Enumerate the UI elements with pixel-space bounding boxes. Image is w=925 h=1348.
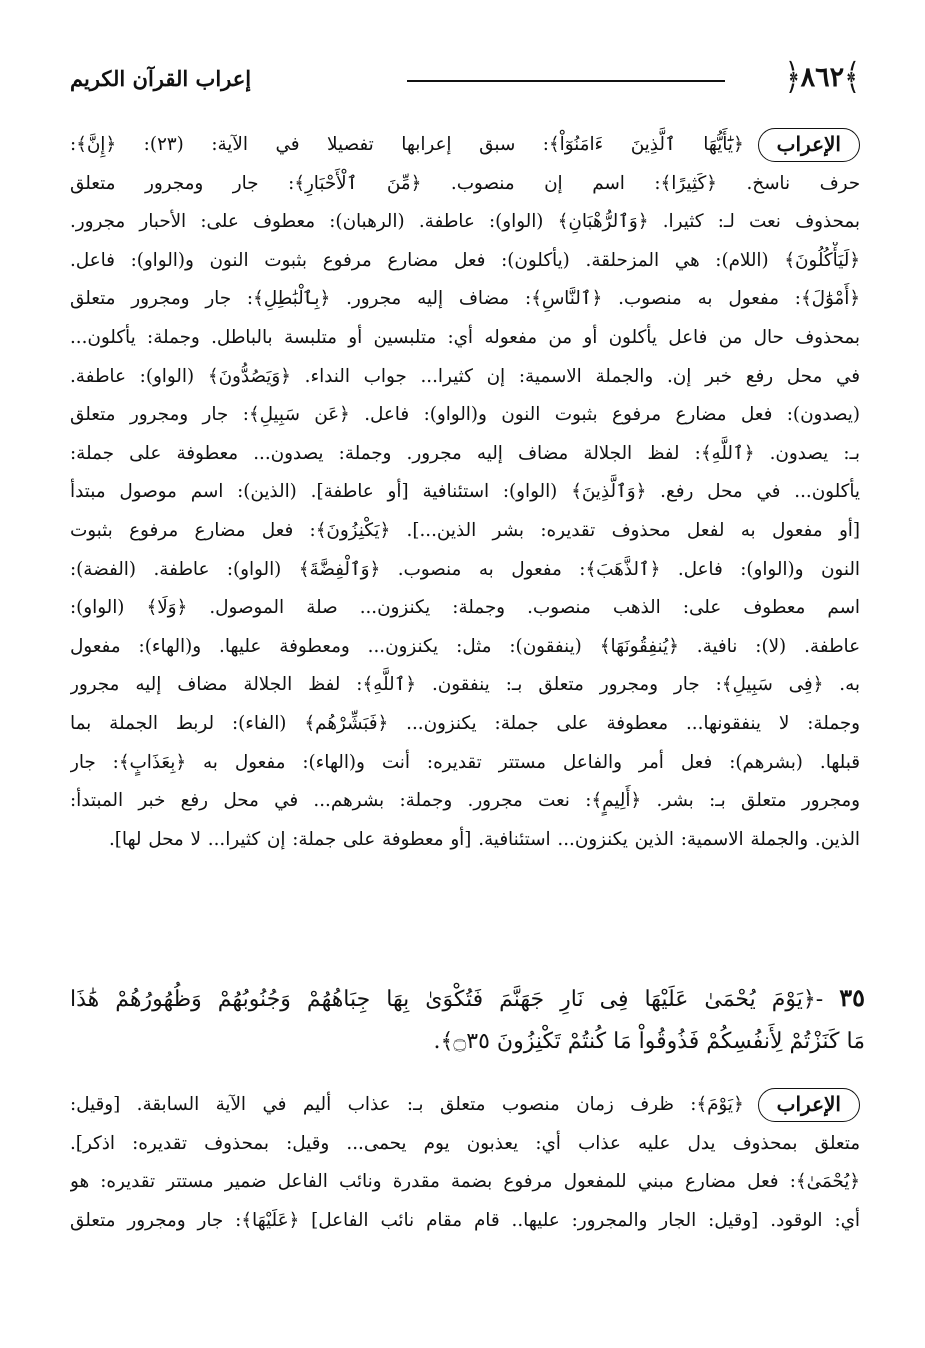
bracket-close: ﴾ [844,56,860,99]
text-line: بـ: يصدون. ﴿ٱللَّهِ﴾: لفظ الجلالة مضاف إليه مجرور. وجملة: يصدون... معطوفة على جملة: [70,442,860,464]
text-line: في محل رفع خبر إن. والجملة الاسمية: إن كثيرا... جواب النداء. ﴿وَيَصُدُّونَ﴾ (الواو): عاطفة. [70,365,860,387]
bracket-open: ﴿ [784,56,801,99]
page-number [784,56,860,99]
text-line: قبلها. (بشرهم): فعل أمر والفاعل مستتر تقديره: أنت و(الهاء): مفعول به ﴿بِعَذَابٍ﴾: جار [70,751,860,773]
irab-section-1 [70,126,860,859]
text-line: أي: الوقود. [وقيل: الجار والمجرور: عليها.. قام مقام نائب الفاعل] ﴿عَلَيْهَا﴾: جار ومجرور متعلق [70,1209,860,1231]
book-title: إعراب القرآن الكريم [70,66,252,91]
text-line: ومجرور متعلق بـ: بشر. ﴿أَلِيمٍ﴾: نعت مجرور. وجملة: بشرهم... في محل رفع خبر المبتدأ: [70,790,860,812]
irab-label: الإعراب [758,1088,860,1122]
text-line: عاطفة. (لا): نافية. ﴿يُنفِقُونَهَا﴾ (ينفقون): مثل: يكنزون... ومعطوفة عليها. و(الهاء): مفعول [70,635,860,657]
text-line: ﴿يَٰٓأَيُّهَا ٱلَّذِينَ ءَامَنُوٓاْ﴾: سبق إعرابها تفصيلا في الآية: (٢٣): ﴿إِنَّ﴾: [70,134,744,155]
text-line: حرف ناسخ. ﴿كَثِيرًا﴾: اسم إن منصوب. ﴿مِّنَ ٱلْأَحْبَارِ﴾: جار ومجرور متعلق [70,172,860,194]
text-line: ﴿يَوْمَ﴾: ظرف زمان منصوب متعلق بـ: عذاب أليم في الآية السابقة. [وقيل: [70,1094,744,1115]
header-rule [407,80,725,82]
text-line: بمحذوف حال من فاعل يأكلون أو من مفعوله أي: متلبسين أو متلبسة بالباطل. وجملة: يأكلون... [70,326,860,348]
page-number-value: ٨٦٢ [800,62,845,93]
irab-section-2 [70,1086,860,1240]
text-line: النون و(الواو): فاعل. ﴿ٱلذَّهَبَ﴾: مفعول به منصوب. ﴿وَٱلْفِضَّةَ﴾ (الواو): عاطفة. (الفضة): [70,558,860,580]
text-line: الذين. والجملة الاسمية: الذين يكنزون... استئنافية. [أو معطوفة على جملة: إن كثيرا... لا محل لها]. [108,828,860,850]
verse-number: ٣٥ [839,983,865,1012]
text-line: ﴿يُحْمَىٰ﴾: فعل مضارع مبني للمفعول مرفوع بضمة مقدرة ونائب الفاعل ضمير مستتر تقديره: هو [70,1171,860,1193]
verse-line [70,977,865,1021]
text-line: اسم معطوف على: الذهب منصوب. وجملة: يكنزون... صلة الموصول. ﴿وَلَا﴾ (الواو): [70,597,860,619]
text-line: يأكلون... في محل رفع. ﴿وَٱلَّذِينَ﴾ (الواو): استئنافية [أو عاطفة]. (الذين): اسم موصول مبتدأ [70,481,860,503]
text-line: (يصدون): فعل مضارع مرفوع بثبوت النون و(الواو): فاعل. ﴿عَن سَبِيلِ﴾: جار ومجرور متعلق [70,404,860,426]
text-line: بمحذوف نعت لـ: كثيرا. ﴿وَٱلرُّهْبَانِ﴾ (الواو): عاطفة. (الرهبان): معطوف على: الأحبار مجرور. [70,211,860,233]
text-line: به. ﴿فِى سَبِيلِ﴾: جار ومجرور متعلق بـ: ينفقون. ﴿ٱللَّهِ﴾: لفظ الجلالة مضاف إليه مجرور [70,674,860,696]
verse-line: مَا كَنَزْتُمْ لِأَنفُسِكُمْ فَذُوقُواْ مَا كُنتُمْ تَكْنِزُونَ ۝٣٥﴾. [433,1029,865,1054]
irab-label: الإعراب [758,128,860,162]
quran-verse [70,977,865,1063]
text-line: ﴿لَيَأْكُلُونَ﴾ (اللام): هي المزحلقة. (يأكلون): فعل مضارع مرفوع بثبوت النون و(الواو): فاعل. [70,249,860,271]
verse-text: -﴿يَوْمَ يُحْمَىٰ عَلَيْهَا فِى نَارِ جَهَنَّمَ فَتُكْوَىٰ بِهَا جِبَاهُهُمْ وَجُنُوبُهُمْ وَظُهُورُهُمْ هَٰذَا [70,987,824,1012]
page-header [70,58,860,102]
text-line: [أو مفعول به لفعل محذوف تقديره: بشر الذين...]. ﴿يَكْنِزُونَ﴾: فعل مضارع مرفوع بثبوت [70,519,860,541]
text-line: وجملة: لا ينفقونها... معطوفة على جملة: يكنزون... ﴿فَبَشِّرْهُم﴾ (الفاء): لربط الجملة بما [70,712,860,734]
text-line: متعلق بمحذوف يدل عليه عذاب أي: يعذبون يوم يحمى... وقيل: بمحذوف تقديره: اذكر]. [70,1132,860,1154]
text-line: ﴿أَمْوَٰلَ﴾: مفعول به منصوب. ﴿ٱلنَّاسِ﴾: مضاف إليه مجرور. ﴿بِٱلْبَٰطِلِ﴾: جار ومجرور متعلق [70,288,860,310]
